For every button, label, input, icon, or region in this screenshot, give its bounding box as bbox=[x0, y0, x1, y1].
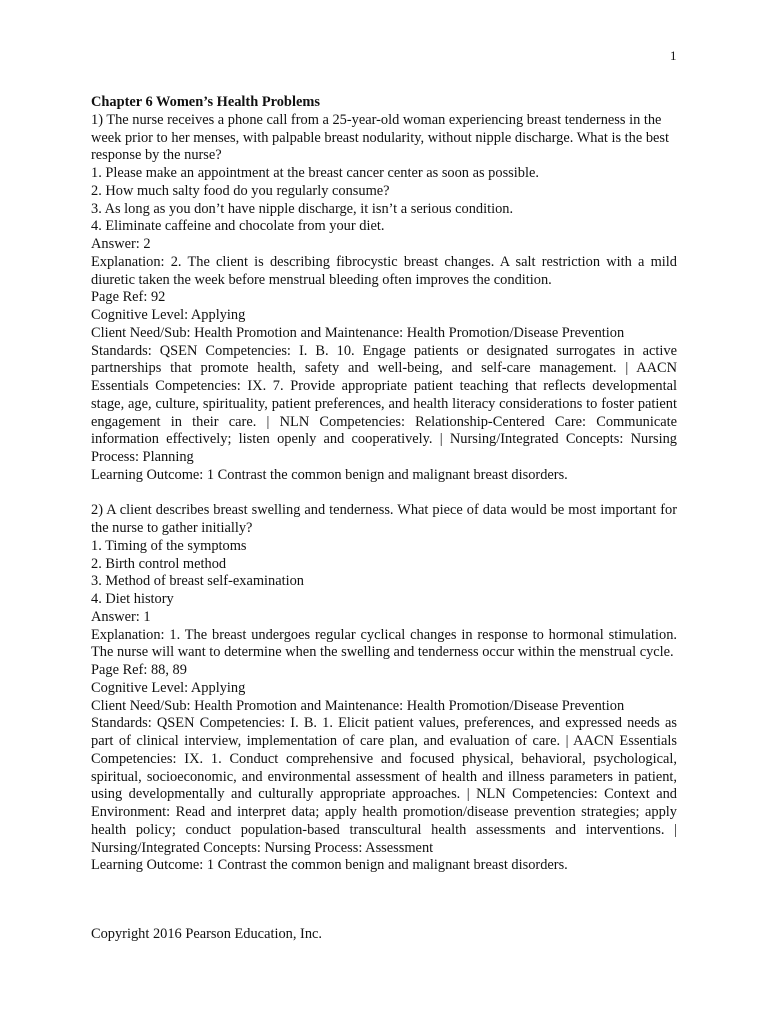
answer-option: 3. Method of breast self-examination bbox=[91, 573, 304, 590]
question-2 bbox=[91, 502, 677, 875]
page-ref: Page Ref: 88, 89 bbox=[91, 662, 187, 678]
standards: Standards: QSEN Competencies: I. B. 10. Engage patients or designated surrogates in active partnerships that promote health, safety and well-being, and self-care management. | AACN Essentials Competencies: IX. 7. Provide appropriate patient teaching that reflects developmental stage, age, culture, spirituality, patient preferences, and health literacy considerations to foster patient engagement in their care. | NLN Competencies: Relationship-Centered Care: Communicate information effectively; listen openly and cooperatively. | Nursing/Integrated Concepts: Nursing Process: Planning bbox=[91, 342, 677, 465]
document-body bbox=[91, 94, 677, 875]
explanation: Explanation: 2. The client is describing fibrocystic breast changes. A salt restriction with a mild diuretic taken the week before menstrual bleeding often improves the condition. bbox=[91, 253, 677, 288]
explanation: Explanation: 1. The breast undergoes regular cyclical changes in response to hormonal stimulation. The nurse will want to determine when the swelling and tenderness occur within the menstrual cycle. bbox=[91, 626, 677, 661]
answer-key: Answer: 1 bbox=[91, 608, 151, 625]
answer-option: 1. Timing of the symptoms bbox=[91, 537, 247, 554]
client-need: Client Need/Sub: Health Promotion and Maintenance: Health Promotion/Disease Prevention bbox=[91, 324, 625, 341]
answer-option: 2. Birth control method bbox=[91, 555, 227, 572]
question-stem: 1) The nurse receives a phone call from a 25-year-old woman experiencing breast tenderness in the week prior to her menses, with palpable breast nodularity, without nipple discharge. What is the best response by the nurse? bbox=[91, 111, 670, 164]
question-stem: 2) A client describes breast swelling and tenderness. What piece of data would be most important for the nurse to gather initially? bbox=[91, 502, 677, 536]
question-1 bbox=[91, 112, 677, 485]
answer-key: Answer: 2 bbox=[91, 236, 151, 252]
cognitive-level: Cognitive Level: Applying bbox=[91, 679, 246, 696]
chapter-title: Chapter 6 Women’s Health Problems bbox=[91, 94, 320, 110]
answer-option: 4. Eliminate caffeine and chocolate from your diet. bbox=[91, 218, 385, 235]
copyright-notice: Copyright 2016 Pearson Education, Inc. bbox=[91, 926, 323, 942]
answer-option: 4. Diet history bbox=[91, 591, 174, 607]
learning-outcome: Learning Outcome: 1 Contrast the common benign and malignant breast disorders. bbox=[91, 857, 568, 874]
answer-option: 1. Please make an appointment at the breast cancer center as soon as possible. bbox=[91, 165, 539, 181]
standards: Standards: QSEN Competencies: I. B. 1. Elicit patient values, preferences, and expressed needs as part of clinical interview, implementation of care plan, and evaluation of care. | AACN Essentials Competencies: IX. 1. Conduct comprehensive and focused physical, behavioral, psychological, spiritual, socioeconomic, and environmental assessment of health and illness parameters in patient, using developmentally and culturally appropriate approaches. | NLN Competencies: Context and Environment: Read and interpret data; apply health promotion/disease prevention strategies; apply health policy; conduct population-based transcultural health assessments and interventions. | Nursing/Integrated Concepts: Nursing Process: Assessment bbox=[91, 715, 677, 856]
client-need: Client Need/Sub: Health Promotion and Maintenance: Health Promotion/Disease Prevention bbox=[91, 697, 625, 714]
learning-outcome: Learning Outcome: 1 Contrast the common benign and malignant breast disorders. bbox=[91, 466, 568, 483]
spacer bbox=[91, 485, 677, 503]
cognitive-level: Cognitive Level: Applying bbox=[91, 307, 246, 323]
answer-option: 2. How much salty food do you regularly consume? bbox=[91, 182, 390, 199]
page-ref: Page Ref: 92 bbox=[91, 289, 166, 306]
answer-option: 3. As long as you don’t have nipple discharge, it isn’t a serious condition. bbox=[91, 200, 514, 217]
page-number: 1 bbox=[670, 48, 677, 63]
